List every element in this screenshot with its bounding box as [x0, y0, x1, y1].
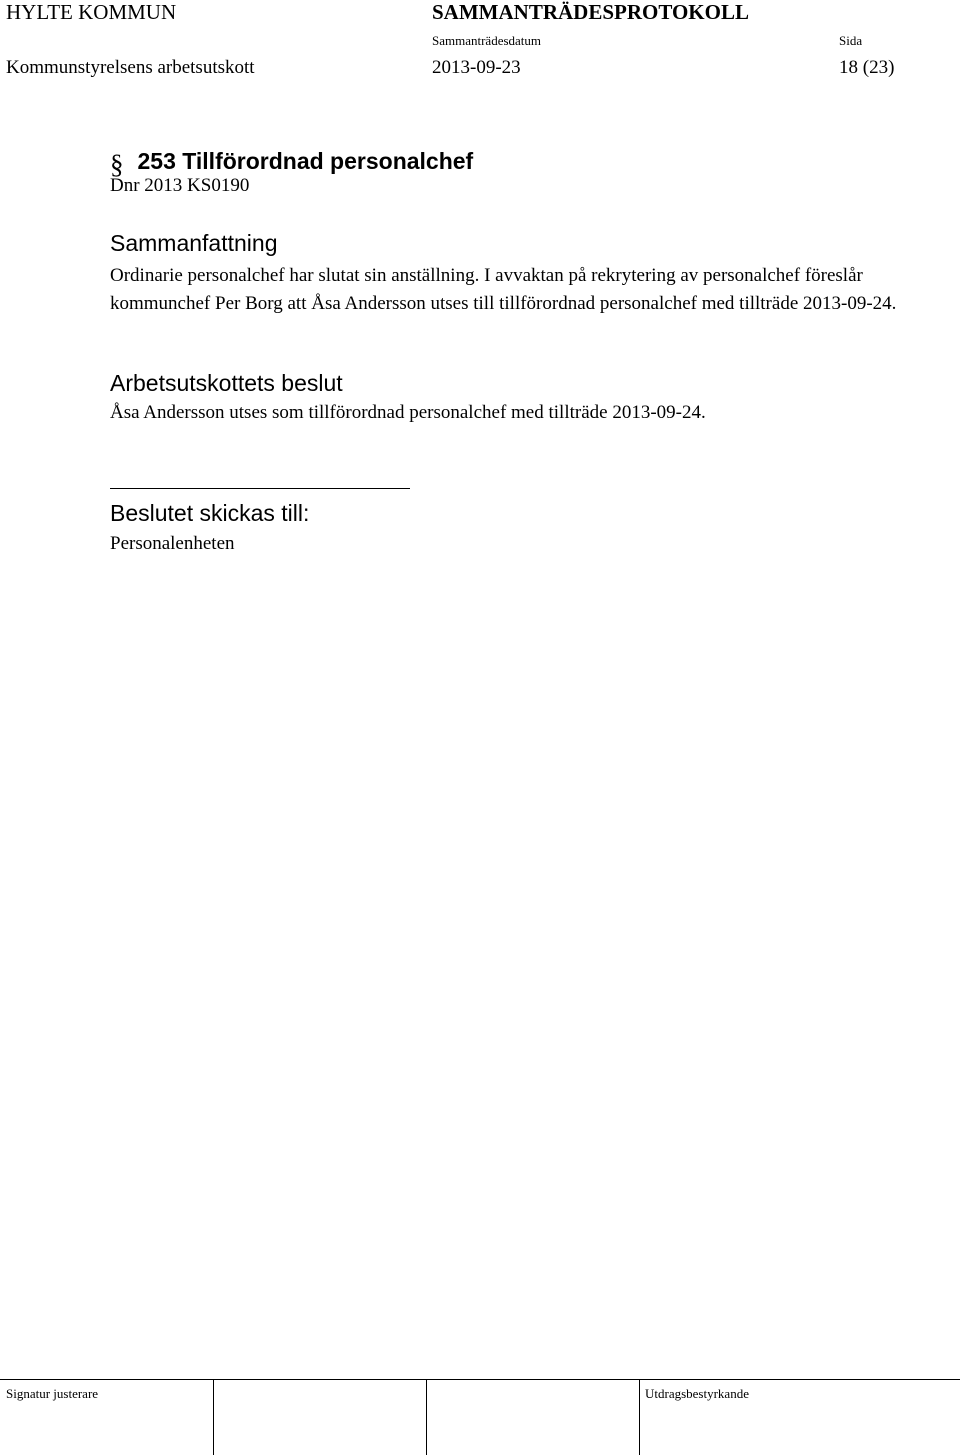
page-number: 18 (23) [839, 57, 895, 78]
section-heading [110, 145, 474, 179]
document-type: SAMMANTRÄDESPROTOKOLL [432, 0, 749, 24]
committee-name: Kommunstyrelsens arbetsutskott [6, 57, 255, 78]
section-title: 253 Tillförordnad personalchef [137, 148, 474, 174]
decision-text: Åsa Andersson utses som tillförordnad personalchef med tillträde 2013-09-24. [110, 402, 706, 423]
organization-name: HYLTE KOMMUN [6, 0, 177, 24]
footer-divider [426, 1380, 427, 1455]
divider-rule [110, 488, 410, 489]
page-label: Sida [839, 33, 863, 48]
signature-label: Signatur justerare [6, 1386, 99, 1401]
footer-divider [639, 1380, 640, 1455]
extract-label: Utdragsbestyrkande [645, 1386, 749, 1401]
decision-heading: Arbetsutskottets beslut [110, 370, 343, 396]
distribution-recipient: Personalenheten [110, 533, 235, 554]
paragraph-icon: § [110, 149, 124, 179]
distribution-heading: Beslutet skickas till: [110, 500, 310, 526]
meeting-date: 2013-09-23 [432, 57, 521, 78]
signature-footer [0, 1379, 960, 1454]
summary-text: Ordinarie personalchef har slutat sin anställning. I avvaktan på rekrytering av personalchef föreslår kommunchef Per Borg att Åsa Andersson utses till tillförordnad personalchef med tillträde 2013-09-24. [110, 265, 897, 314]
summary-heading: Sammanfattning [110, 230, 278, 256]
diary-number: Dnr 2013 KS0190 [110, 175, 250, 196]
footer-divider [213, 1380, 214, 1455]
meeting-date-label: Sammanträdesdatum [432, 33, 542, 48]
